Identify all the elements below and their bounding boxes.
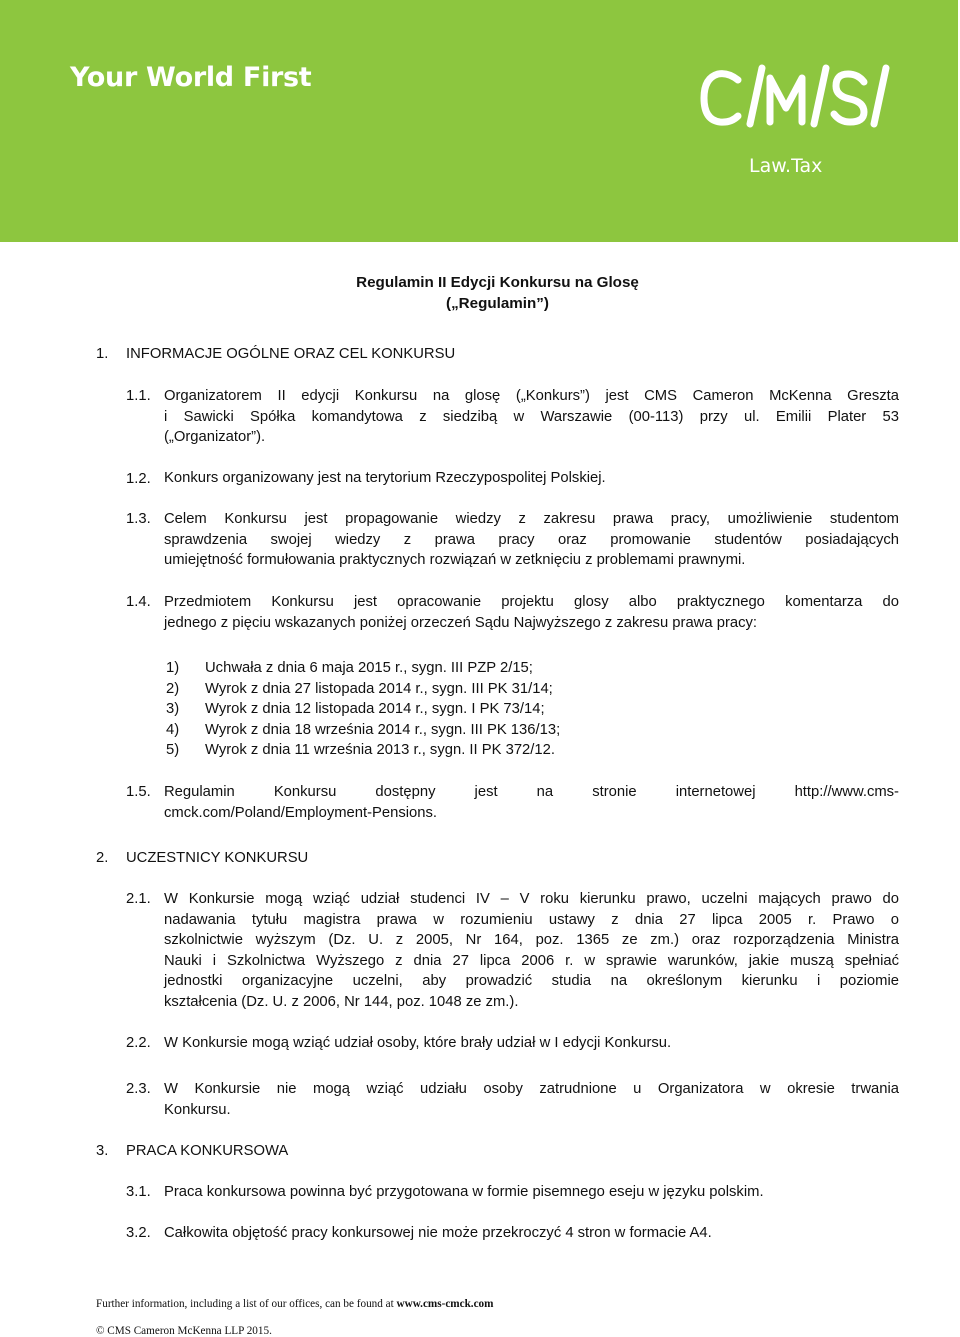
list-number: 5) bbox=[166, 742, 180, 758]
text-line: sprawdzenia swojej wiedzy z prawa pracy oraz promowanie studentów posiadających bbox=[164, 531, 899, 548]
tagline: Your World First bbox=[70, 62, 312, 93]
paragraph bbox=[164, 782, 899, 823]
section-heading: UCZESTNICY KONKURSU bbox=[126, 850, 309, 866]
text-line: W Konkursie nie mogą wziąć udziału osoby zatrudnione u Organizatora w okresie trwania bbox=[164, 1081, 899, 1097]
paragraph-number: 2.2. bbox=[126, 1035, 151, 1051]
text-line: nadawania tytułu magistra prawa w rozumieniu ustawy z dnia 27 lipca 2005 r. Prawo o bbox=[164, 911, 899, 928]
text-line: Nauki i Szkolnictwa Wyższego z dnia 27 lipca 2006 r. w sprawie warunków, jakie muszą spełniać bbox=[164, 952, 899, 969]
list-number: 4) bbox=[166, 722, 180, 738]
footer-copyright: © CMS Cameron McKenna LLP 2015. bbox=[96, 1325, 272, 1337]
paragraph-number: 2.1. bbox=[126, 891, 151, 907]
footer-info-text: Further information, including a list of our offices, can be found at bbox=[96, 1298, 397, 1310]
document-subtitle: („Regulamin”) bbox=[446, 295, 549, 312]
footer-info bbox=[96, 1298, 493, 1310]
list-number: 1) bbox=[166, 660, 180, 676]
text-line: W Konkursie mogą wziąć udział studenci IV – V roku kierunku prawo, uczelni mających prawo do bbox=[164, 891, 899, 907]
header-banner bbox=[0, 0, 958, 242]
text-line: Przedmiotem Konkursu jest opracowanie projektu glosy albo praktycznego komentarza do bbox=[164, 594, 899, 610]
text-line: („Organizator”). bbox=[164, 429, 266, 445]
paragraph-number: 1.1. bbox=[126, 388, 151, 404]
list-number: 3) bbox=[166, 701, 180, 717]
text-line: cmck.com/Poland/Employment-Pensions. bbox=[164, 804, 438, 821]
paragraph bbox=[164, 1079, 899, 1120]
list-item: Uchwała z dnia 6 maja 2015 r., sygn. III PZP 2/15; bbox=[205, 660, 533, 676]
list-item: Wyrok z dnia 11 września 2013 r., sygn. II PK 372/12. bbox=[205, 742, 555, 758]
paragraph-number: 3.2. bbox=[126, 1225, 151, 1241]
paragraph-number: 1.3. bbox=[126, 511, 151, 527]
text-line: kształcenia (Dz. U. z 2006, Nr 144, poz. 1048 ze zm.). bbox=[164, 993, 519, 1010]
footer-link[interactable]: www.cms-cmck.com bbox=[396, 1298, 494, 1310]
text-line: jednego z pięciu wskazanych poniżej orzeczeń Sądu Najwyższego z zakresu prawa pracy: bbox=[164, 614, 758, 631]
text-line: szkolnictwie wyższym (Dz. U. z 2005, Nr 164, poz. 1365 ze zm.) oraz rozporządzenia Ministra bbox=[164, 932, 899, 948]
text-line: Konkursu. bbox=[164, 1101, 231, 1118]
paragraph bbox=[164, 592, 899, 633]
paragraph bbox=[164, 509, 899, 571]
paragraph-number: 2.3. bbox=[126, 1081, 151, 1097]
text-line: Regulamin Konkursu dostępny jest na stronie internetowej http://www.cms- bbox=[164, 784, 899, 800]
section-heading: PRACA KONKURSOWA bbox=[126, 1143, 289, 1159]
paragraph bbox=[164, 386, 899, 448]
paragraph-number: 1.4. bbox=[126, 594, 151, 610]
paragraph: Całkowita objętość pracy konkursowej nie może przekroczyć 4 stron w formacie A4. bbox=[164, 1225, 712, 1241]
text-line: jednostki organizacyjne uczelni, aby prowadzić studia na określonym kierunku i poziomie bbox=[164, 973, 899, 989]
paragraph bbox=[164, 889, 899, 1012]
text-line: Organizatorem II edycji Konkursu na glosę („Konkurs”) jest CMS Cameron McKenna Greszta bbox=[164, 388, 899, 404]
section-number: 1. bbox=[96, 346, 109, 362]
list-number: 2) bbox=[166, 681, 180, 697]
paragraph: Praca konkursowa powinna być przygotowana w formie pisemnego eseju w języku polskim. bbox=[164, 1184, 764, 1200]
paragraph: Konkurs organizowany jest na terytorium Rzeczypospolitej Polskiej. bbox=[164, 470, 606, 486]
paragraph-number: 1.5. bbox=[126, 784, 151, 800]
logo-subtitle: Law.Tax bbox=[749, 155, 823, 177]
list-item: Wyrok z dnia 12 listopada 2014 r., sygn. I PK 73/14; bbox=[205, 701, 545, 717]
text-line: Celem Konkursu jest propagowanie wiedzy z zakresu prawa pracy, umożliwienie studentom bbox=[164, 511, 899, 527]
list-item: Wyrok z dnia 18 września 2014 r., sygn. III PK 136/13; bbox=[205, 722, 561, 738]
document-title: Regulamin II Edycji Konkursu na Glosę bbox=[356, 274, 639, 291]
list-item: Wyrok z dnia 27 listopada 2014 r., sygn. III PK 31/14; bbox=[205, 681, 553, 697]
section-number: 3. bbox=[96, 1143, 109, 1159]
paragraph: W Konkursie mogą wziąć udział osoby, które brały udział w I edycji Konkursu. bbox=[164, 1035, 672, 1051]
paragraph-number: 3.1. bbox=[126, 1184, 151, 1200]
section-number: 2. bbox=[96, 850, 109, 866]
text-line: umiejętność formułowania praktycznych rozwiązań w zetknięciu z problemami prawnymi. bbox=[164, 552, 746, 568]
paragraph-number: 1.2. bbox=[126, 471, 151, 487]
section-heading: INFORMACJE OGÓLNE ORAZ CEL KONKURSU bbox=[126, 346, 456, 362]
text-line: i Sawicki Spółka komandytowa z siedzibą w Warszawie (00-113) przy ul. Emilii Plater 53 bbox=[164, 408, 899, 425]
cms-logo bbox=[698, 64, 898, 144]
